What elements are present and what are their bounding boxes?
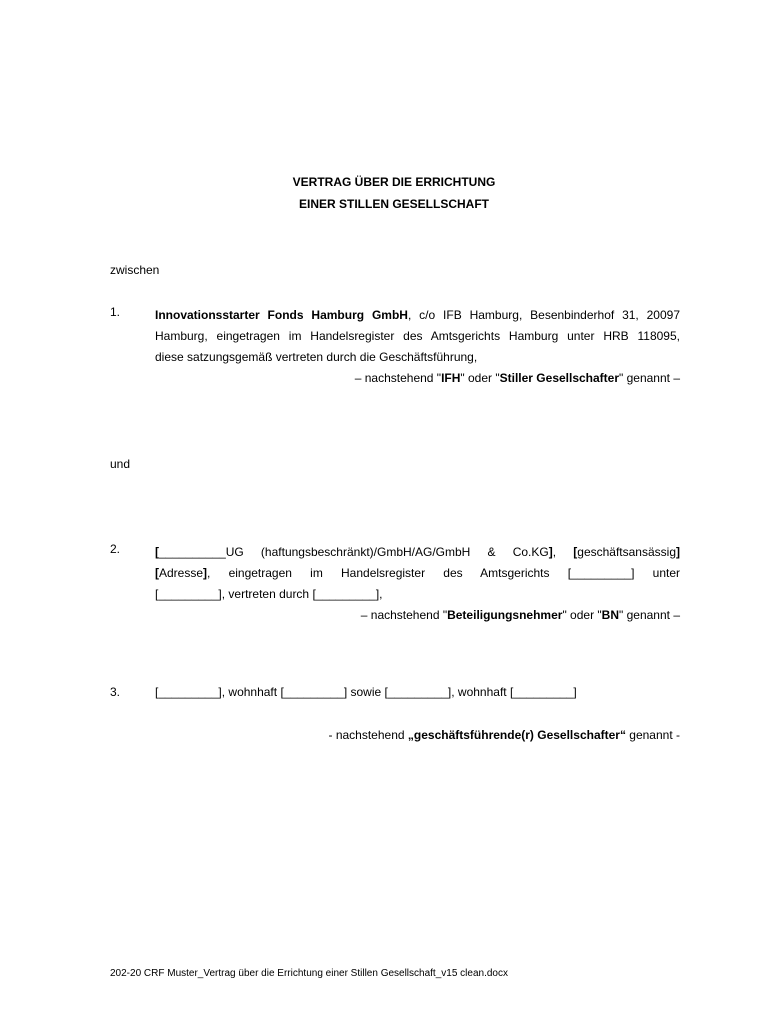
document-title-line-1: VERTRAG ÜBER DIE ERRICHTUNG [292, 175, 496, 189]
party-2-seat: geschäftsansässig [577, 545, 676, 559]
party-2-bracket-open-2: [ [573, 545, 578, 559]
party-2-comma: , [552, 545, 574, 559]
party-2-role: Beteiligungsnehmer [447, 608, 563, 622]
between-label: zwischen [110, 263, 160, 277]
party-1-role: Stiller Gesellschafter [499, 371, 620, 385]
party-1-note-suffix: " genannt – [619, 371, 680, 385]
party-2-note-mid: " oder " [562, 608, 602, 622]
party-1-line-2: Hamburg, eingetragen im Handelsregister des Amtsgerichts Hamburg unter HRB 118095, [155, 329, 680, 343]
party-2-note-prefix: – nachstehend " [360, 608, 448, 622]
party-3-note-prefix: - nachstehend [328, 728, 408, 742]
document-footer-filename: 202-20 CRF Muster_Vertrag über die Errichtung einer Stillen Gesellschaft_v15 clean.docx [110, 968, 508, 979]
party-1-note-prefix: – nachstehend " [354, 371, 442, 385]
party-1-line-3: diese satzungsgemäß vertreten durch die Geschäftsführung, [155, 350, 478, 364]
party-2-line-1 [155, 542, 680, 563]
party-1-designation [155, 368, 680, 389]
party-1-note-mid: " oder " [460, 371, 500, 385]
party-2-line-3: [_________], vertreten durch [_________], [155, 587, 383, 601]
party-2-note-suffix: " genannt – [619, 608, 680, 622]
party-2-number: 2. [110, 542, 121, 556]
party-2-address-bracket-open: [ [155, 566, 159, 580]
document-title-line-2: EINER STILLEN GESELLSCHAFT [298, 197, 489, 211]
party-3-role: „geschäftsführende(r) Gesellschafter“ [407, 728, 626, 742]
party-1-line-1 [155, 305, 680, 326]
party-2-designation [155, 605, 680, 626]
party-3-number: 3. [110, 685, 121, 699]
party-1-address-start: , c/o IFB Hamburg, Besenbinderhof 31, 20097 [407, 308, 680, 322]
party-1-block [155, 305, 680, 389]
party-1-short-name: IFH [441, 371, 461, 385]
and-label: und [110, 457, 131, 471]
party-2-bracket-close: ] [548, 545, 553, 559]
party-2-block [155, 542, 680, 626]
party-2-company-form: __________UG (haftungsbeschränkt)/GmbH/AG/GmbH & Co.KG [159, 545, 549, 559]
party-2-bracket-open: [ [155, 545, 159, 559]
party-3-note-suffix: genannt - [625, 728, 680, 742]
party-2-line-2 [155, 563, 680, 584]
party-2-address-bracket-close: ] [203, 566, 208, 580]
party-3-line-1: [_________], wohnhaft [_________] sowie [_________], wohnhaft [_________] [155, 685, 577, 699]
party-2-bracket-close-2: ] [676, 545, 680, 559]
party-1-name: Innovationsstarter Fonds Hamburg GmbH [155, 308, 408, 322]
party-2-short-name: BN [601, 608, 620, 622]
party-3-designation [155, 728, 680, 742]
party-2-address: Adresse [159, 566, 204, 580]
party-2-register: , eingetragen im Handelsregister des Amtsgerichts [_________] unter [207, 566, 680, 580]
party-1-number: 1. [110, 305, 121, 319]
